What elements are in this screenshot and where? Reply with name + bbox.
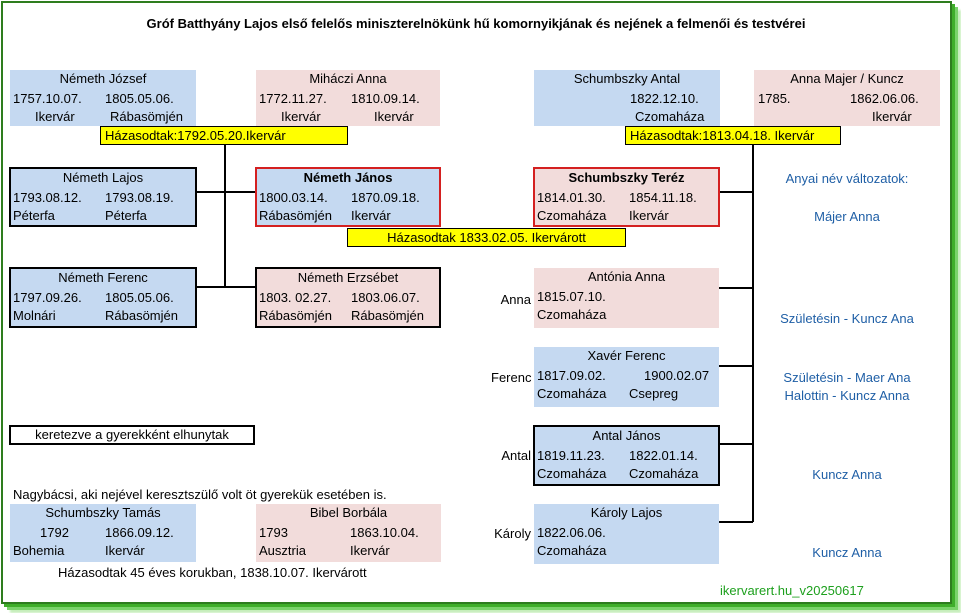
death-date: 1810.09.14. (351, 91, 420, 106)
person-nemeth-ferenc[interactable] (9, 267, 197, 328)
person-name: Németh Lajos (62, 170, 144, 185)
person-name: Antónia Anna (587, 269, 666, 284)
godparents-marriage-note: Házasodtak 45 éves korukban, 1838.10.07. Ikervárott (58, 565, 367, 580)
birth-place: Rábasömjén (259, 208, 332, 223)
birth-place: Ikervár (35, 109, 75, 124)
sibling-prefix: Anna (500, 292, 531, 307)
birth-place: Czomaháza (537, 386, 607, 401)
death-place: Ikervár (872, 109, 912, 124)
person-name: Antal János (592, 428, 661, 443)
name-variant: Kuncz Anna (812, 467, 882, 482)
death-date: 1862.06.06. (850, 91, 919, 106)
person-name: Bibel Borbála (309, 505, 388, 520)
death-date: 1866.09.12. (105, 525, 174, 540)
birth-date: 1785. (758, 91, 791, 106)
person-name: Schumbszky Teréz (568, 170, 685, 185)
version-label: ikervarert.hu_v20250617 (720, 583, 864, 598)
death-place: Czomaháza (629, 466, 699, 481)
person-nemeth-erzsebet[interactable] (255, 267, 441, 328)
person-name: Xavér Ferenc (587, 348, 666, 363)
person-schumbszky-tamas[interactable] (10, 504, 196, 562)
person-mihaczi-anna[interactable] (256, 70, 440, 126)
person-nemeth-jozsef[interactable] (10, 70, 196, 126)
death-place: Rábasömjén (110, 109, 183, 124)
death-place: Ikervár (629, 208, 669, 223)
death-place: Péterfa (105, 208, 147, 223)
birth-place: Czomaháza (537, 466, 607, 481)
page-title: Gróf Batthyány Lajos első felelős miniszterelnökünk hű komornyikjának és nejének a felmenői és testvérei (146, 16, 806, 31)
person-xaver-ferenc[interactable] (534, 347, 719, 407)
marriage-label-right-parents: Házasodtak:1813.04.18. Ikervár (625, 126, 841, 145)
person-name: Németh Erzsébet (297, 270, 399, 285)
name-variant: Májer Anna (814, 209, 880, 224)
birth-place: Molnári (13, 308, 56, 323)
death-place: Csepreg (629, 386, 679, 401)
person-antal-janos[interactable] (533, 425, 720, 486)
name-variants-heading: Anyai név változatok: (785, 171, 909, 186)
death-date: 1805.05.06. (105, 91, 174, 106)
person-karoly-lajos[interactable] (534, 504, 719, 564)
birth-date: 1815.07.10. (537, 289, 606, 304)
death-date: 1863.10.04. (350, 525, 419, 540)
birth-date: 1797.09.26. (13, 290, 82, 305)
death-place: Czomaháza (635, 109, 705, 124)
birth-place: Bohemia (13, 543, 65, 558)
birth-date: 1822.06.06. (537, 525, 606, 540)
birth-date: 1772.11.27. (259, 91, 327, 106)
birth-place: Czomaháza (537, 208, 607, 223)
death-date: 1822.01.14. (629, 448, 698, 463)
birth-date: 1757.10.07. (13, 91, 82, 106)
name-variant: Kuncz Anna (812, 545, 882, 560)
birth-date: 1817.09.02. (537, 368, 606, 383)
person-name: Schumbszky Tamás (45, 505, 161, 520)
birth-date: 1792 (40, 525, 69, 540)
birth-date: 1803. 02.27. (259, 290, 332, 305)
person-nemeth-lajos[interactable] (9, 167, 197, 227)
marriage-label-main-couple: Házasodtak 1833.02.05. Ikervárott (347, 228, 626, 247)
birth-place: Ausztria (259, 543, 306, 558)
death-date: 1900.02.07 (644, 368, 710, 383)
person-anna-majer-kuncz[interactable] (754, 70, 940, 126)
sibling-prefix: Károly (494, 526, 531, 541)
name-variant: Születésin - Kuncz Ana (780, 311, 914, 326)
death-date: 1805.05.06. (105, 290, 174, 305)
birth-date: 1793 (259, 525, 288, 540)
name-variant: Születésin - Maer Ana (783, 370, 911, 385)
person-name: Németh József (59, 71, 147, 86)
death-place: Ikervár (105, 543, 145, 558)
birth-date: 1814.01.30. (537, 190, 606, 205)
name-variant: Halottin - Kuncz Anna (784, 388, 910, 403)
death-date: 1803.06.07. (351, 290, 420, 305)
legend-box: keretezve a gyerekként elhunytak (9, 425, 255, 445)
godparents-note: Nagybácsi, aki nejével keresztszülő volt öt gyerekük esetében is. (13, 487, 387, 502)
death-place: Ikervár (351, 208, 391, 223)
death-place: Rábasömjén (351, 308, 424, 323)
birth-place: Péterfa (13, 208, 55, 223)
person-name: Miháczi Anna (309, 71, 387, 86)
birth-date: 1819.11.23. (537, 448, 605, 463)
person-schumbszky-antal[interactable] (534, 70, 720, 126)
person-schumbszky-terez[interactable] (533, 167, 720, 227)
birth-place: Ikervár (281, 109, 321, 124)
person-name: Károly Lajos (590, 505, 663, 520)
death-date: 1870.09.18. (351, 190, 420, 205)
death-place: Ikervár (374, 109, 414, 124)
birth-date: 1793.08.12. (13, 190, 82, 205)
birth-date: 1800.03.14. (259, 190, 328, 205)
person-nemeth-janos[interactable] (255, 167, 441, 227)
birth-place: Czomaháza (537, 543, 607, 558)
marriage-label-left-parents: Házasodtak:1792.05.20.Ikervár (100, 126, 348, 145)
person-name: Németh János (303, 170, 393, 185)
person-name: Anna Majer / Kuncz (790, 71, 904, 86)
person-antonia-anna[interactable] (534, 268, 719, 328)
death-place: Rábasömjén (105, 308, 178, 323)
birth-place: Czomaháza (537, 307, 607, 322)
death-date: 1854.11.18. (629, 190, 697, 205)
death-place: Ikervár (350, 543, 390, 558)
birth-place: Rábasömjén (259, 308, 332, 323)
person-bibel-borbala[interactable] (256, 504, 441, 562)
sibling-prefix: Antal (501, 448, 531, 463)
death-date: 1793.08.19. (105, 190, 174, 205)
sibling-prefix: Ferenc (491, 370, 532, 385)
person-name: Németh Ferenc (58, 270, 148, 285)
death-date: 1822.12.10. (630, 91, 699, 106)
person-name: Schumbszky Antal (573, 71, 681, 86)
